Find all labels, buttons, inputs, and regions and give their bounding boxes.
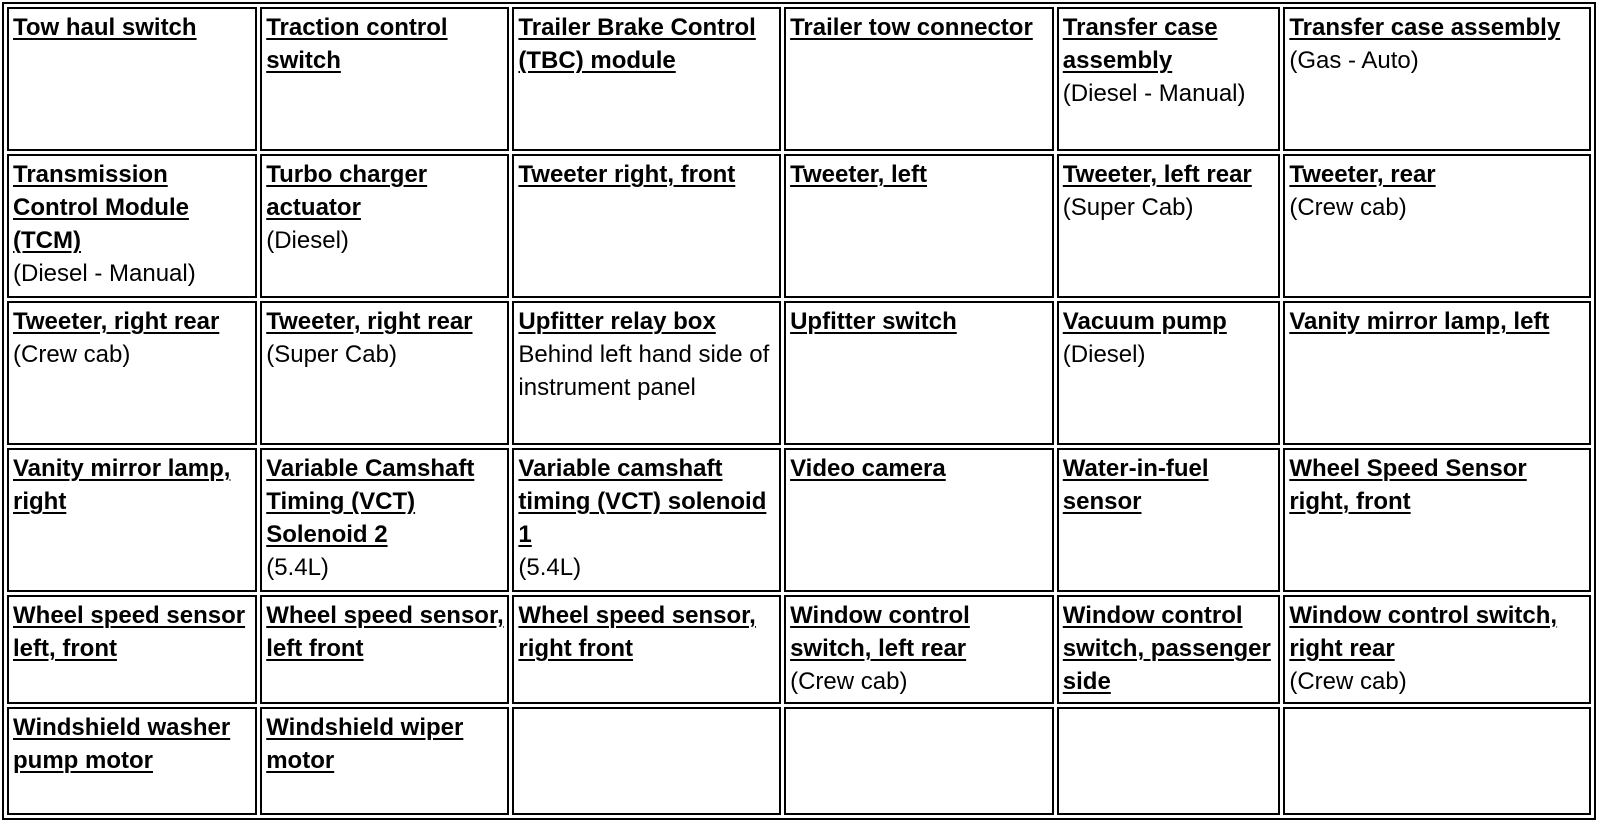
component-link[interactable]: Transfer case assembly [1289,14,1561,41]
component-link[interactable]: Wheel Speed Sensor right, front [1289,455,1527,515]
component-note: (Super Cab) [1062,194,1194,221]
component-note: Behind left hand side of instrument panel [518,341,770,401]
component-link[interactable]: Video camera [790,455,946,482]
component-link[interactable]: Tweeter, left rear [1062,161,1252,188]
table-cell [784,154,1054,298]
component-link[interactable]: Wheel speed sensor, right front [518,602,756,662]
component-link[interactable]: Wheel speed sensor left, front [13,602,246,662]
table-cell [260,301,509,445]
component-note: (Gas - Auto) [1289,47,1419,74]
component-note: (Crew cab) [790,668,908,695]
component-note: (Diesel - Manual) [13,260,196,287]
component-link[interactable]: Window control switch, passenger side [1062,602,1271,695]
table-cell [784,595,1054,704]
empty-cell [784,707,1054,815]
table-cell [512,595,781,704]
component-link[interactable]: Vacuum pump [1062,308,1227,335]
component-link[interactable]: Trailer tow connector [790,14,1033,41]
table-cell [512,7,781,151]
table-cell [512,301,781,445]
component-link[interactable]: Tweeter, rear [1289,161,1436,188]
component-link[interactable]: Vanity mirror lamp, right [13,455,231,515]
table-cell [1283,595,1591,704]
table-cell [512,154,781,298]
component-link[interactable]: Traction control switch [266,14,448,74]
component-link[interactable]: Variable Camshaft Timing (VCT) Solenoid 2 [266,455,475,548]
table-cell [7,301,257,445]
component-note: (5.4L) [518,554,582,581]
component-link[interactable]: Tweeter right, front [518,161,736,188]
component-note: (Diesel) [1062,341,1146,368]
component-link[interactable]: Window control switch, right rear [1289,602,1558,662]
component-link[interactable]: Transmission Control Module (TCM) [13,161,189,254]
component-index-table-wrapper [2,2,1596,820]
table-row [7,448,1591,592]
table-cell [784,448,1054,592]
table-cell [1057,595,1281,704]
component-link[interactable]: Turbo charger actuator [266,161,428,221]
table-cell [784,7,1054,151]
component-link[interactable]: Tweeter, right rear [266,308,473,335]
component-link[interactable]: Vanity mirror lamp, left [1289,308,1550,335]
component-note: (Diesel - Manual) [1062,80,1246,107]
table-cell [7,595,257,704]
component-link[interactable]: Wheel speed sensor, left front [266,602,504,662]
table-cell [784,301,1054,445]
component-link[interactable]: Tow haul switch [13,14,197,41]
component-note: (Super Cab) [266,341,397,368]
table-cell [1283,448,1591,592]
component-note: (Crew cab) [1289,668,1407,695]
table-cell [1283,7,1591,151]
component-link[interactable]: Tweeter, right rear [13,308,220,335]
component-note: (Diesel) [266,227,349,254]
table-cell [1057,301,1281,445]
component-link[interactable]: Upfitter switch [790,308,957,335]
table-cell [260,154,509,298]
table-cell [260,448,509,592]
table-cell [260,595,509,704]
table-cell [1057,448,1281,592]
empty-cell [512,707,781,815]
empty-cell [1283,707,1591,815]
table-cell [260,7,509,151]
component-link[interactable]: Water-in-fuel sensor [1062,455,1209,515]
component-index-table [2,2,1596,820]
table-cell [512,448,781,592]
table-row [7,154,1591,298]
table-cell [7,448,257,592]
table-row [7,301,1591,445]
component-link[interactable]: Trailer Brake Control (TBC) module [518,14,756,74]
component-note: (Crew cab) [13,341,131,368]
component-link[interactable]: Variable camshaft timing (VCT) solenoid 1 [518,455,767,548]
table-cell [1057,7,1281,151]
table-cell [7,707,257,815]
table-cell [1057,154,1281,298]
empty-cell [1057,707,1281,815]
table-row [7,7,1591,151]
component-link[interactable]: Windshield washer pump motor [13,714,231,774]
table-row [7,707,1591,815]
table-cell [7,7,257,151]
table-cell [1283,301,1591,445]
table-cell [1283,154,1591,298]
component-link[interactable]: Window control switch, left rear [790,602,970,662]
component-link[interactable]: Transfer case assembly [1062,14,1218,74]
table-cell [7,154,257,298]
table-row [7,595,1591,704]
component-link[interactable]: Upfitter relay box [518,308,716,335]
table-cell [260,707,509,815]
component-note: (Crew cab) [1289,194,1407,221]
component-link[interactable]: Tweeter, left [790,161,928,188]
component-link[interactable]: Windshield wiper motor [266,714,464,774]
component-note: (5.4L) [266,554,329,581]
